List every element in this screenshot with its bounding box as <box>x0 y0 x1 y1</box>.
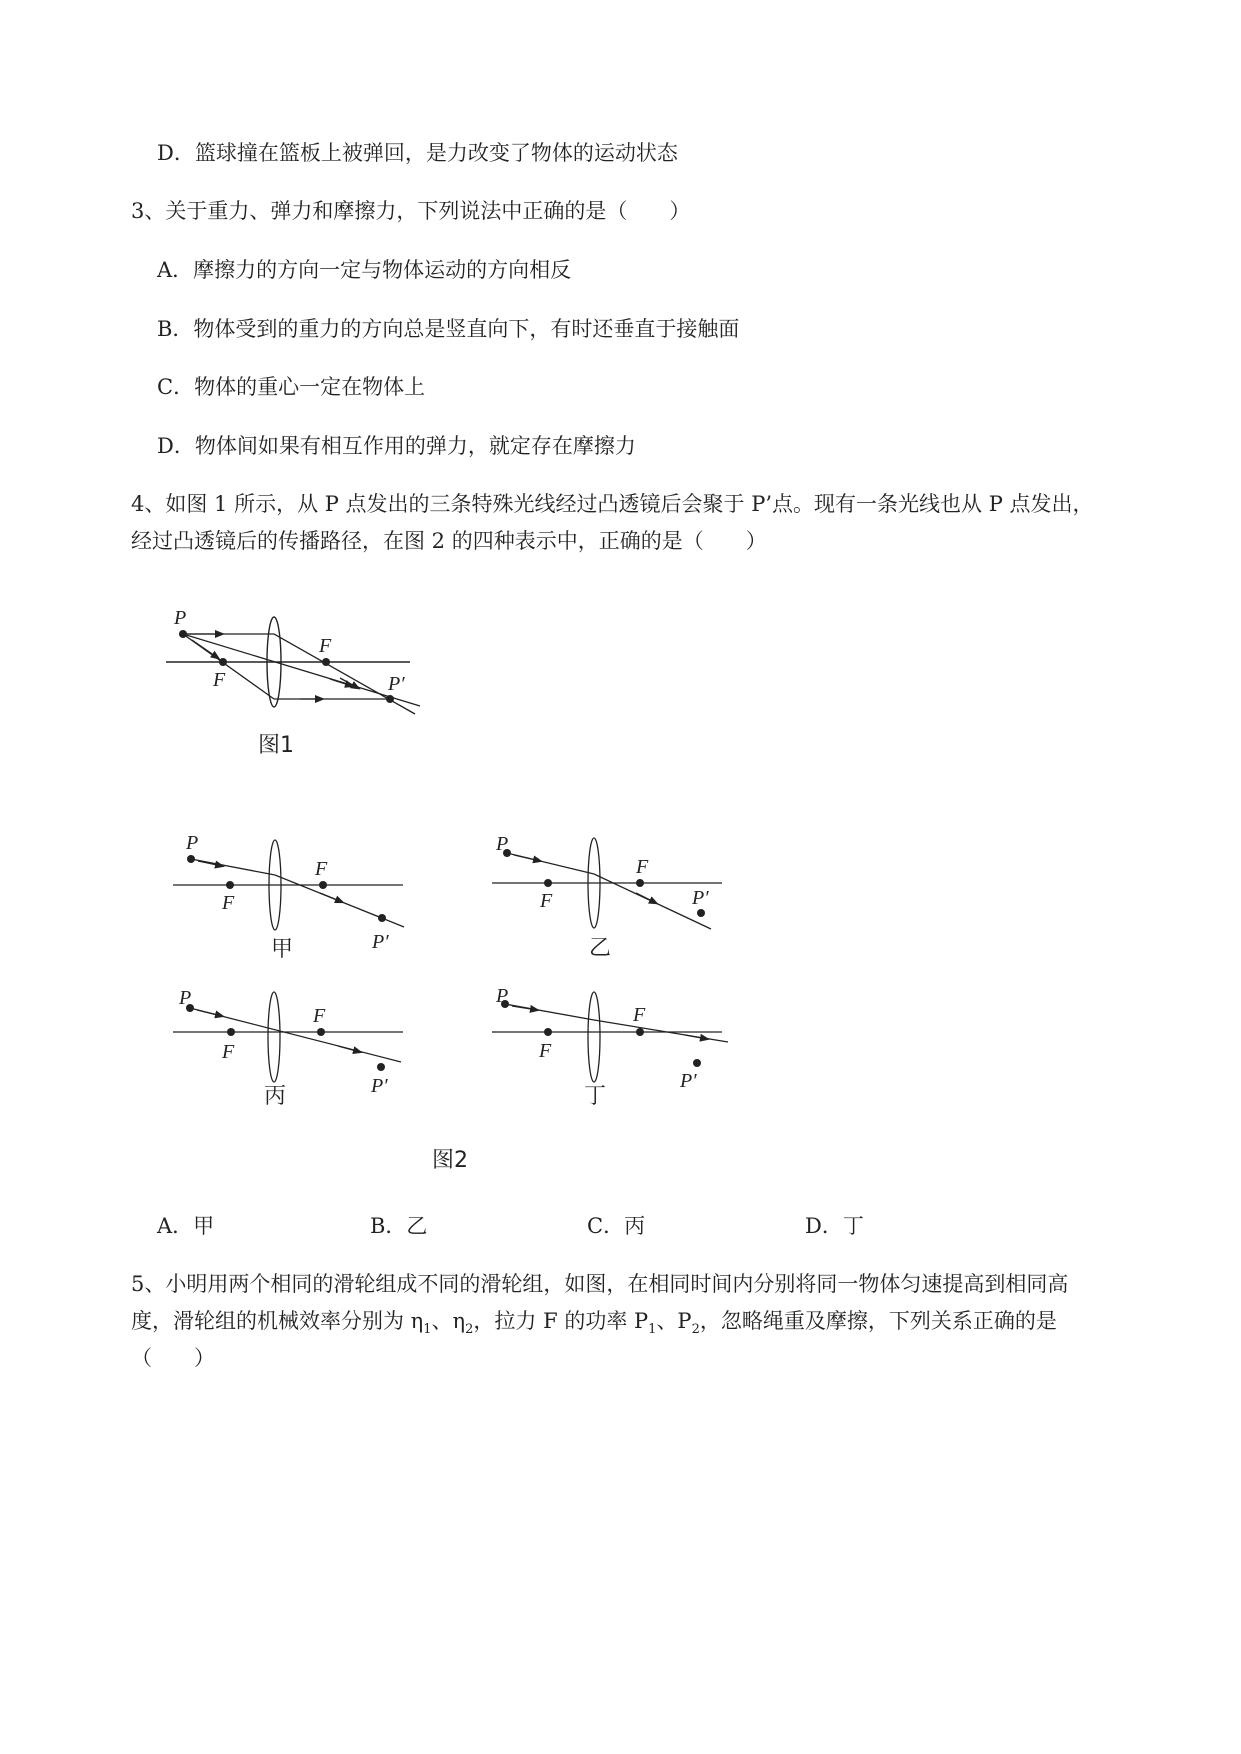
q4-stem-line2: 经过凸透镜后的传播路径，在图 2 的四种表示中，正确的是（ ） <box>131 529 767 553</box>
label-f-left: F <box>213 669 226 691</box>
yi-label-p-prime: P′ <box>692 887 709 909</box>
yi-label-f-left: F <box>540 890 553 912</box>
bing-label-f-right: F <box>313 1005 326 1027</box>
q5-text-d: 、P <box>656 1309 692 1333</box>
q5-text-b: 、η <box>431 1309 466 1333</box>
q4-stem-line1: 4、如图 1 所示，从 P 点发出的三条特殊光线经过凸透镜后会聚于 P’点。现有一条光线也从 P 点发出， <box>131 492 1094 516</box>
q5-sub-p2: 2 <box>691 1322 700 1338</box>
bing-label-p: P <box>179 987 192 1009</box>
panel-label-ding: 丁 <box>584 1084 607 1109</box>
yi-label-p: P <box>496 833 509 855</box>
yi-label-f-right: F <box>636 856 649 878</box>
q4-choice-b: B．乙 <box>370 1214 428 1238</box>
ding-label-f-left: F <box>539 1040 552 1062</box>
q5-sub-eta1: 1 <box>423 1322 432 1338</box>
jia-label-p: P <box>186 832 199 854</box>
q3-option-b: B．物体受到的重力的方向总是竖直向下，有时还垂直于接触面 <box>157 317 740 341</box>
panel-label-jia: 甲 <box>271 937 294 962</box>
ding-label-p: P <box>496 985 509 1007</box>
q4-choice-d: D．丁 <box>805 1214 864 1238</box>
label-f-right: F <box>319 635 332 657</box>
bing-label-p-prime: P′ <box>371 1075 388 1097</box>
q4-choice-c: C．丙 <box>587 1214 646 1238</box>
panel-ding <box>492 992 728 1082</box>
figure-1-caption: 图1 <box>258 733 294 758</box>
panel-label-yi: 乙 <box>589 936 612 961</box>
panel-bing <box>173 992 403 1082</box>
q5-line2 <box>131 1307 1057 1344</box>
q5-text-a: 度，滑轮组的机械效率分别为 η <box>131 1309 424 1333</box>
ding-label-f-right: F <box>633 1004 646 1026</box>
jia-label-p-prime: P′ <box>372 931 389 953</box>
panel-jia <box>173 840 404 930</box>
ding-label-p-prime: P′ <box>680 1070 697 1092</box>
q3-option-c: C．物体的重心一定在物体上 <box>157 375 426 399</box>
q5-text-c: ，拉力 F 的功率 P <box>473 1309 649 1333</box>
panel-yi <box>492 838 722 929</box>
q2-option-d: D．篮球撞在篮板上被弹回，是力改变了物体的运动状态 <box>157 141 678 165</box>
q3-option-d: D．物体间如果有相互作用的弹力，就定存在摩擦力 <box>157 434 636 458</box>
jia-label-f-right: F <box>315 858 328 880</box>
figure-2-caption: 图2 <box>432 1148 468 1173</box>
bing-label-f-left: F <box>222 1041 235 1063</box>
panel-label-bing: 丙 <box>264 1084 287 1109</box>
label-p: P <box>174 607 187 629</box>
q4-choice-a: A．甲 <box>157 1214 215 1238</box>
q5-text-e: ，忽略绳重及摩擦，下列关系正确的是 <box>699 1309 1057 1333</box>
label-p-prime: P′ <box>388 673 405 695</box>
q5-sub-eta2: 2 <box>465 1322 474 1338</box>
q3-stem: 3、关于重力、弹力和摩擦力，下列说法中正确的是（ ） <box>131 199 691 223</box>
q5-sub-p1: 1 <box>648 1322 657 1338</box>
q5-line3: （ ） <box>131 1346 215 1370</box>
figure-2-lens-diagrams <box>160 820 740 1180</box>
q3-option-a: A．摩擦力的方向一定与物体运动的方向相反 <box>157 258 572 282</box>
figure-1-lens-diagram <box>150 600 450 780</box>
q5-line1: 5、小明用两个相同的滑轮组成不同的滑轮组，如图，在相同时间内分别将同一物体匀速提高到相同高 <box>131 1272 1069 1296</box>
jia-label-f-left: F <box>222 892 235 914</box>
